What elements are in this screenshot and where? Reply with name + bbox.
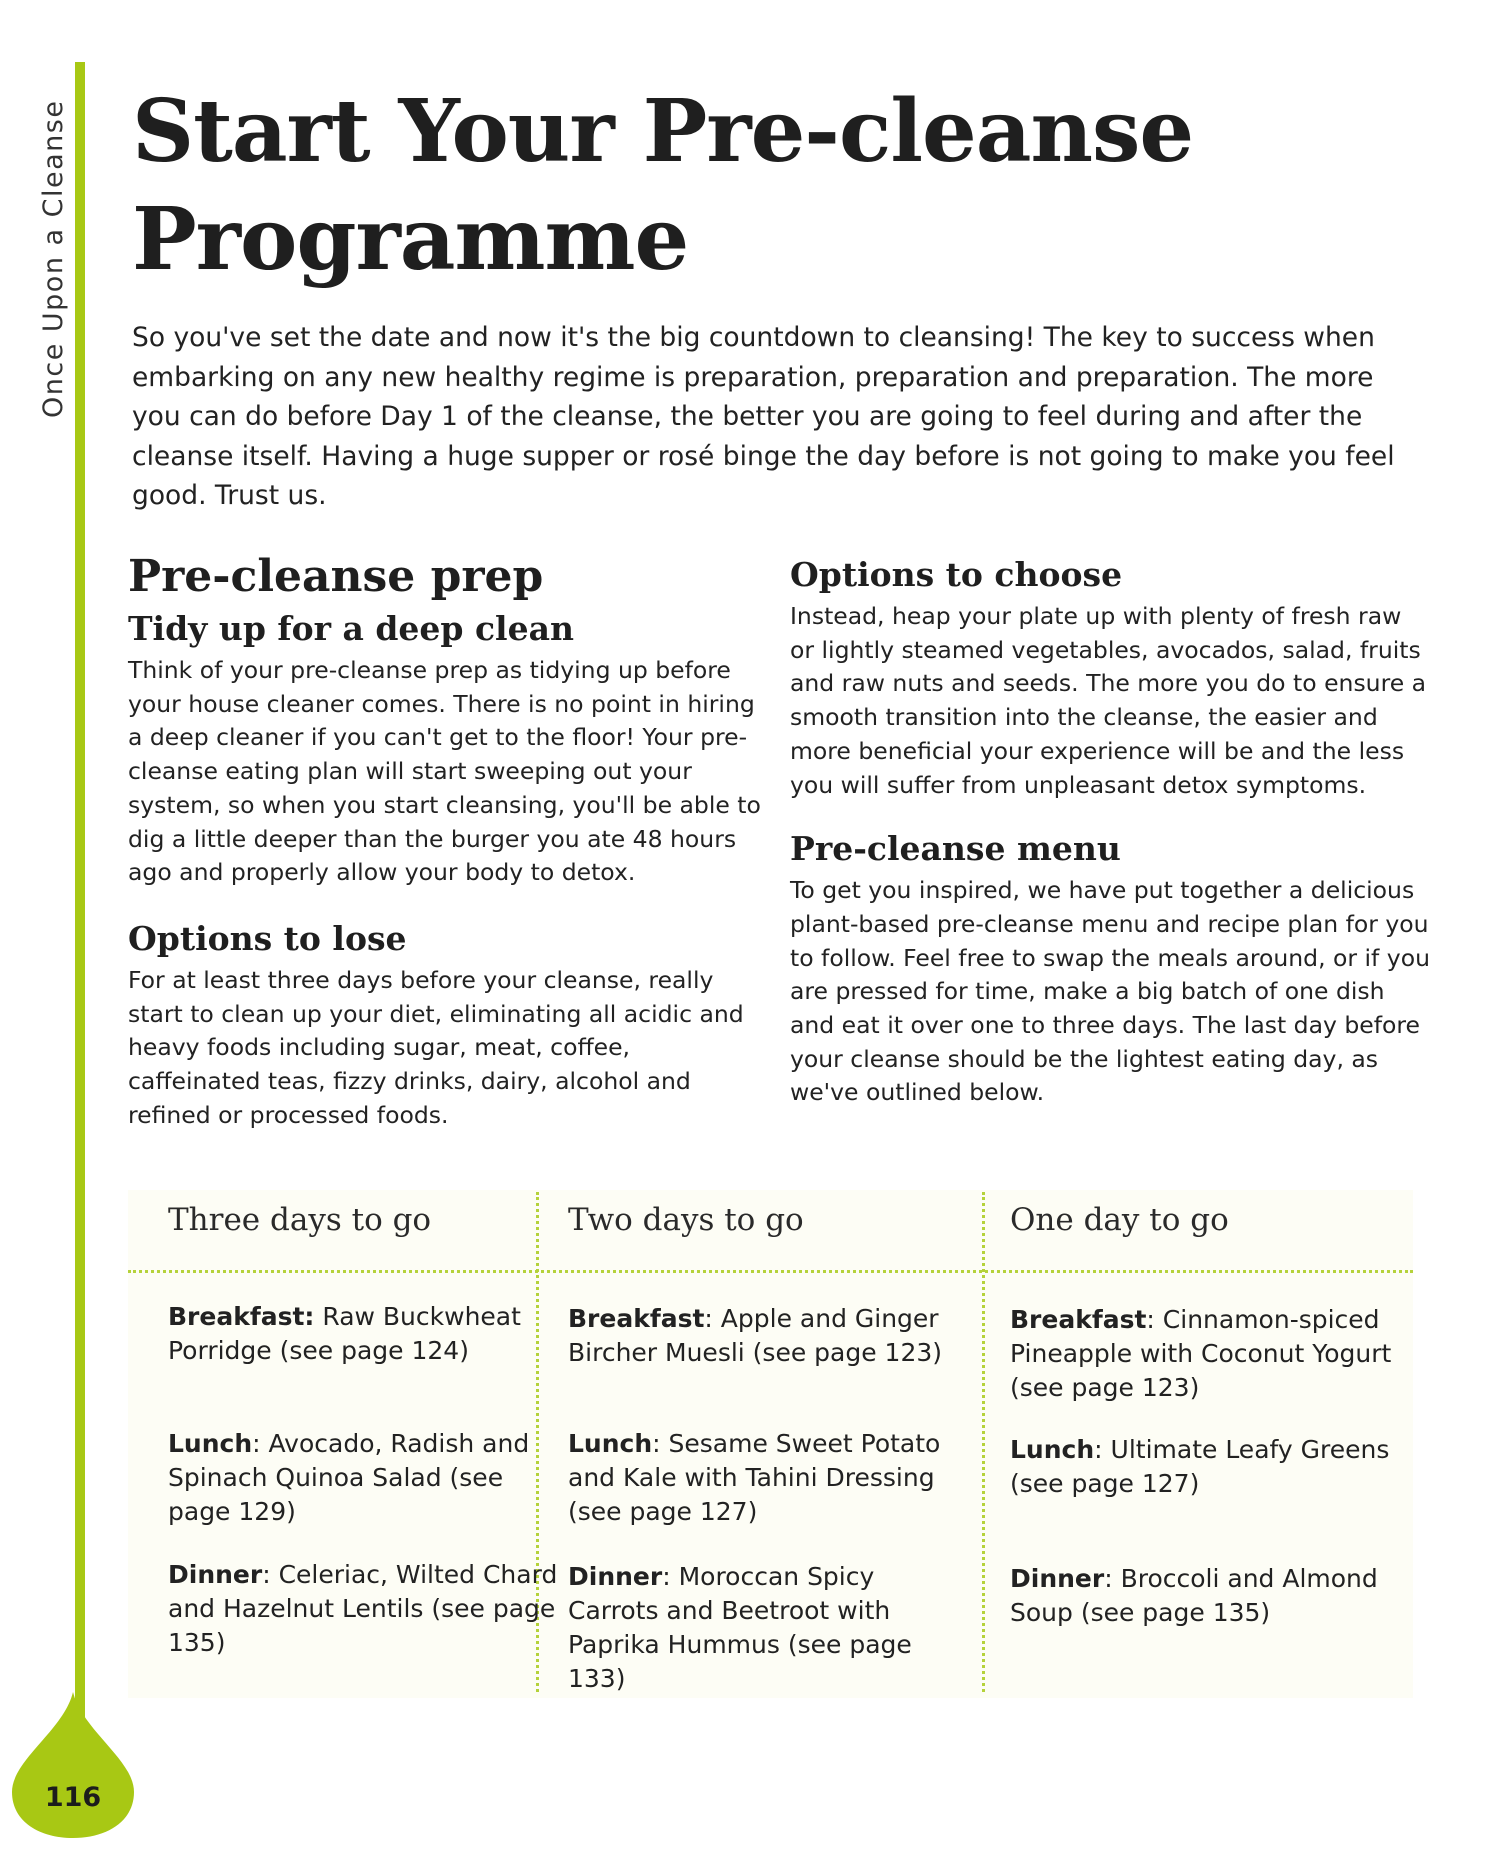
meal-entry: Lunch: Sesame Sweet Potato and Kale with Tahini Dressing (see page 127) [568, 1429, 941, 1526]
running-header: Once Upon a Cleanse [38, 99, 69, 418]
menu-column-header: One day to go [1010, 1202, 1229, 1238]
green-drop-icon [10, 1690, 136, 1840]
meal-entry: Breakfast: Raw Buckwheat Porridge (see page 124) [168, 1302, 521, 1365]
page-title: Start Your Pre-cleanse Programme [132, 81, 1194, 290]
prep-heading: Pre-cleanse prep [128, 551, 544, 602]
column-divider [982, 1192, 985, 1692]
menu-column-one-day [1010, 1190, 1229, 1260]
meal-entry: Lunch: Avocado, Radish and Spinach Quinoa Salad (see page 129) [168, 1429, 530, 1526]
lose-heading: Options to lose [128, 918, 407, 958]
choose-text: Instead, heap your plate up with plenty of fresh raw or lightly steamed vegetables, avocados, salad, fruits and raw nuts and seeds. The more you do to ensure a smooth transition into the cleanse, the easier and more beneficial your experience will be and the less you will suffer from unpleasant detox symptoms. [790, 602, 1427, 799]
right-column [790, 552, 1430, 1110]
page-number-badge [10, 1690, 136, 1840]
menu-header-divider [128, 1270, 1413, 1273]
left-column [128, 548, 768, 1132]
menu-column-three-days [168, 1190, 431, 1260]
menu-heading: Pre-cleanse menu [790, 829, 1121, 869]
meal-entry: Dinner: Moroccan Spicy Carrots and Beetroot with Paprika Hummus (see page 133) [568, 1562, 912, 1693]
meal-entry: Lunch: Ultimate Leafy Greens (see page 127) [1010, 1435, 1390, 1498]
tidy-text: Think of your pre-cleanse prep as tidying up before your house cleaner comes. There is no point in hiring a deep cleaner if you can't get to the floor! Your pre-cleanse eating plan will start sweeping out your system, so when you start cleansing, you'll be able to dig a little deeper than the burger you ate 48 hours ago and properly allow your body to detox. [128, 656, 761, 887]
meal-entry: Breakfast: Cinnamon-spiced Pineapple with Coconut Yogurt (see page 123) [1010, 1305, 1392, 1402]
choose-heading: Options to choose [790, 555, 1123, 594]
green-margin-rule [75, 62, 85, 1722]
intro-paragraph: So you've set the date and now it's the big countdown to cleansing! The key to success when embarking on any new healthy regime is preparation, preparation and preparation. The more you can do before Day 1 of the cleanse, the better you are going to feel during and after the cleanse itself. Having a huge supper or rosé binge the day before is not going to make you feel good. Trust us. [132, 322, 1395, 511]
page-number: 116 [44, 1782, 102, 1813]
meal-entry: Dinner: Celeriac, Wilted Chard and Hazelnut Lentils (see page 135) [168, 1560, 558, 1657]
meal-entry: Dinner: Broccoli and Almond Soup (see page 135) [1010, 1564, 1378, 1627]
menu-column-header: Two days to go [568, 1202, 804, 1238]
lose-text: For at least three days before your cleanse, really start to clean up your diet, eliminating all acidic and heavy foods including sugar, meat, coffee, caffeinated teas, fizzy drinks, dairy, alcohol and refined or processed foods. [128, 965, 744, 1129]
menu-text: To get you inspired, we have put together a delicious plant-based pre-cleanse menu and recipe plan for you to follow. Feel free to swap the meals around, or if you are pressed for time, make a big batch of one dish and eat it over one to three days. The last day before your cleanse should be the lightest eating day, as we've outlined below. [790, 876, 1430, 1107]
menu-column-two-days [568, 1190, 804, 1260]
menu-column-header: Three days to go [168, 1202, 432, 1238]
meal-entry: Breakfast: Apple and Ginger Bircher Muesli (see page 123) [568, 1304, 943, 1367]
tidy-heading: Tidy up for a deep clean [128, 609, 574, 648]
